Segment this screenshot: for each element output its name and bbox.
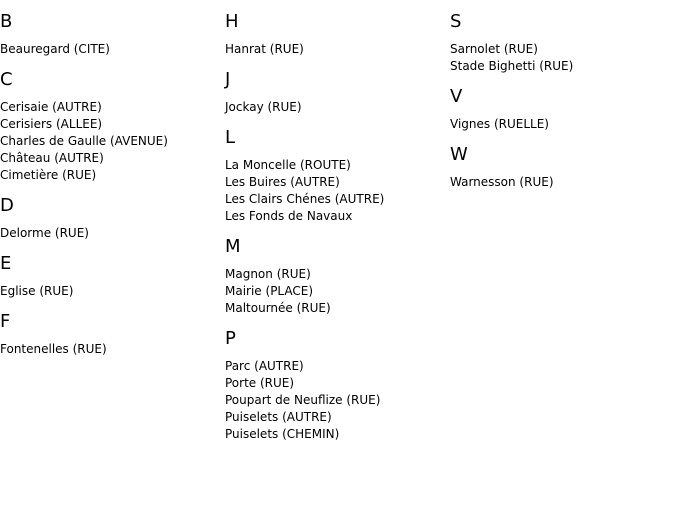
letter-group-f [0, 311, 220, 358]
letter-group-d [0, 195, 220, 242]
street-link[interactable]: Les Clairs Chénes (AUTRE) [225, 192, 385, 206]
letter-group-l [225, 127, 445, 225]
letter-heading: B [0, 11, 13, 32]
letter-heading: L [225, 127, 236, 148]
letter-heading: V [450, 86, 463, 107]
street-link[interactable]: La Moncelle (ROUTE) [225, 158, 351, 172]
letter-group-b [0, 11, 220, 58]
letter-heading: D [0, 195, 14, 216]
street-link[interactable]: Stade Bighetti (RUE) [450, 59, 574, 73]
street-link[interactable]: Porte (RUE) [225, 376, 295, 390]
letter-group-p [225, 328, 445, 443]
street-link[interactable]: Warnesson (RUE) [450, 175, 554, 189]
street-link[interactable]: Fontenelles (RUE) [0, 342, 107, 356]
letter-heading: S [450, 11, 462, 32]
letter-heading: W [450, 144, 468, 165]
street-link[interactable]: Maltournée (RUE) [225, 301, 331, 315]
street-link[interactable]: Puiselets (CHEMIN) [225, 427, 340, 441]
letter-heading: M [225, 236, 241, 257]
street-link[interactable]: Parc (AUTRE) [225, 359, 304, 373]
street-link[interactable]: Mairie (PLACE) [225, 284, 314, 298]
street-link[interactable]: Charles de Gaulle (AVENUE) [0, 134, 168, 148]
letter-group-h [225, 11, 445, 58]
street-link[interactable]: Les Buires (AUTRE) [225, 175, 340, 189]
letter-heading: F [0, 311, 11, 332]
letter-group-c [0, 69, 220, 184]
street-link[interactable]: Beauregard (CITE) [0, 42, 110, 56]
street-link[interactable]: Eglise (RUE) [0, 284, 74, 298]
letter-group-v [450, 86, 670, 133]
street-link[interactable]: Poupart de Neuflize (RUE) [225, 393, 381, 407]
street-link[interactable]: Les Fonds de Navaux [225, 209, 353, 223]
letter-group-s [450, 11, 670, 75]
street-link[interactable]: Sarnolet (RUE) [450, 42, 538, 56]
letter-group-e [0, 253, 220, 300]
letter-group-m [225, 236, 445, 317]
letter-heading: J [225, 69, 231, 90]
letter-group-j [225, 69, 445, 116]
street-index-column-3 [450, 0, 670, 199]
street-link[interactable]: Magnon (RUE) [225, 267, 311, 281]
letter-group-w [450, 144, 670, 191]
letter-heading: C [0, 69, 13, 90]
street-index-column-2 [225, 0, 445, 451]
street-index-column-1 [0, 0, 220, 366]
letter-heading: H [225, 11, 239, 32]
street-link[interactable]: Cimetière (RUE) [0, 168, 97, 182]
street-link[interactable]: Vignes (RUELLE) [450, 117, 549, 131]
street-link[interactable]: Cerisiers (ALLEE) [0, 117, 103, 131]
street-link[interactable]: Hanrat (RUE) [225, 42, 304, 56]
street-link[interactable]: Jockay (RUE) [225, 100, 302, 114]
street-link[interactable]: Château (AUTRE) [0, 151, 104, 165]
letter-heading: E [0, 253, 12, 274]
street-link[interactable]: Delorme (RUE) [0, 226, 89, 240]
street-link[interactable]: Puiselets (AUTRE) [225, 410, 332, 424]
letter-heading: P [225, 328, 236, 349]
street-link[interactable]: Cerisaie (AUTRE) [0, 100, 102, 114]
